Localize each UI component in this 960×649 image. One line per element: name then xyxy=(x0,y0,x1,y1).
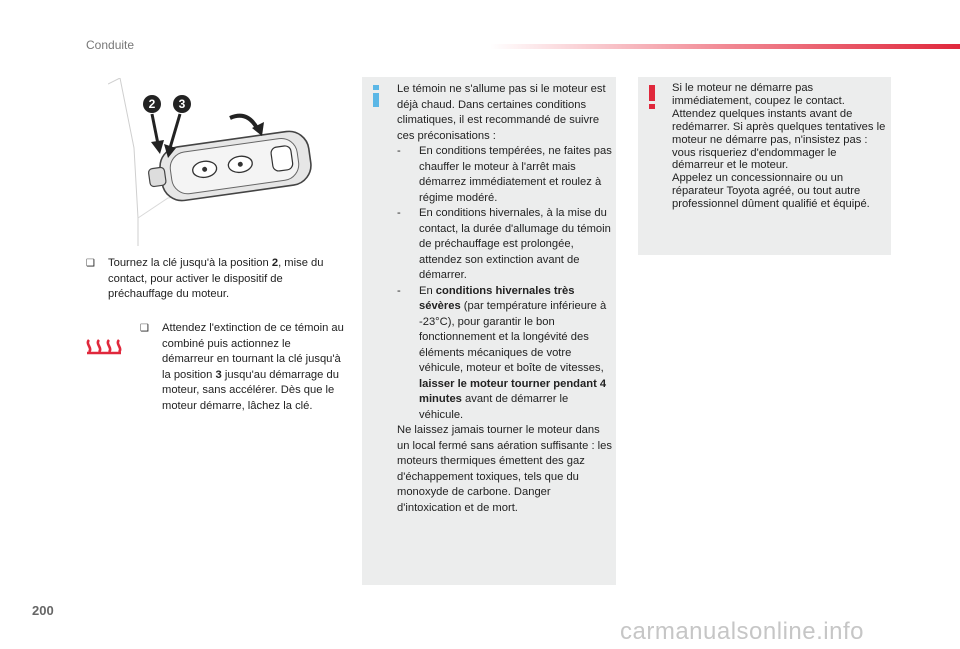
info-intro: Le témoin ne s'allume pas si le moteur est déjà chaud. Dans certaines conditions climatiques, il est recommandé de suivre ces préconisations : xyxy=(397,83,606,142)
warning-paragraph-2: Appelez un concessionnaire ou un réparateur Toyota agréé, ou tout autre professionnel dûment qualifié et équipé. xyxy=(672,172,870,211)
position-2-label: 2 xyxy=(148,97,156,111)
watermark: carmanualsonline.info xyxy=(620,618,864,645)
info-icon xyxy=(371,85,381,107)
warning-panel xyxy=(638,77,891,255)
preheating-warning-icon xyxy=(83,336,127,356)
info-item-winter: - En conditions hivernales, à la mise du contact, la durée d'allumage du témoin de préchauffage est prolongée, attendez son extinction avant de démarrer. xyxy=(397,206,615,284)
key-ignition-illustration xyxy=(108,78,330,246)
step-start-engine-position-3: ❑ Attendez l'extinction de ce témoin au combiné puis actionnez le démarreur en tournant la clé jusqu'à la position 3 jusqu'au démarrage du moteur, sans accélérer. Dès que le moteur démarre, lâchez la clé. xyxy=(140,322,344,412)
warning-exclamation-icon xyxy=(648,85,656,109)
info-item-severe-winter: - En conditions hivernales très sévères (par température inférieure à -23°C), pour garantir le bon fonctionnement et la longévité des éléments mécaniques de votre véhicule, moteur et boîte de vitesses, laisser le moteur tourner pendant 4 minutes avant de démarrer le véhicule. xyxy=(397,284,615,424)
info-item-temperate: - En conditions tempérées, ne faites pas chauffer le moteur à l'arrêt mais démarrez immédiatement et roulez à régime modéré. xyxy=(397,144,615,206)
position-3-label: 3 xyxy=(178,97,186,111)
step-turn-key-position-2: ❑ Tournez la clé jusqu'à la position 2, mise du contact, pour activer le dispositif de préchauffage du moteur. xyxy=(86,257,324,301)
header-accent-line xyxy=(490,44,960,49)
bullet-marker-icon: ❑ xyxy=(86,258,95,269)
bullet-marker-icon: ❑ xyxy=(140,323,149,334)
info-panel xyxy=(362,77,616,585)
warning-paragraph-1: Si le moteur ne démarre pas immédiatement, coupez le contact. Attendez quelques instants avant de redémarrer. Si après quelques tentatives le moteur ne démarre pas, n'insistez pas : vous risqueriez d'endommager le démarreur et le moteur. xyxy=(672,82,886,172)
info-closing: Ne laissez jamais tourner le moteur dans un local fermé sans aération suffisante : les moteurs thermiques émettent des gaz d'échappement toxiques, tels que du monoxyde de carbone. Danger d'intoxication et de mort. xyxy=(397,424,612,514)
section-title: Conduite xyxy=(86,38,135,52)
page-number: 200 xyxy=(32,603,54,618)
